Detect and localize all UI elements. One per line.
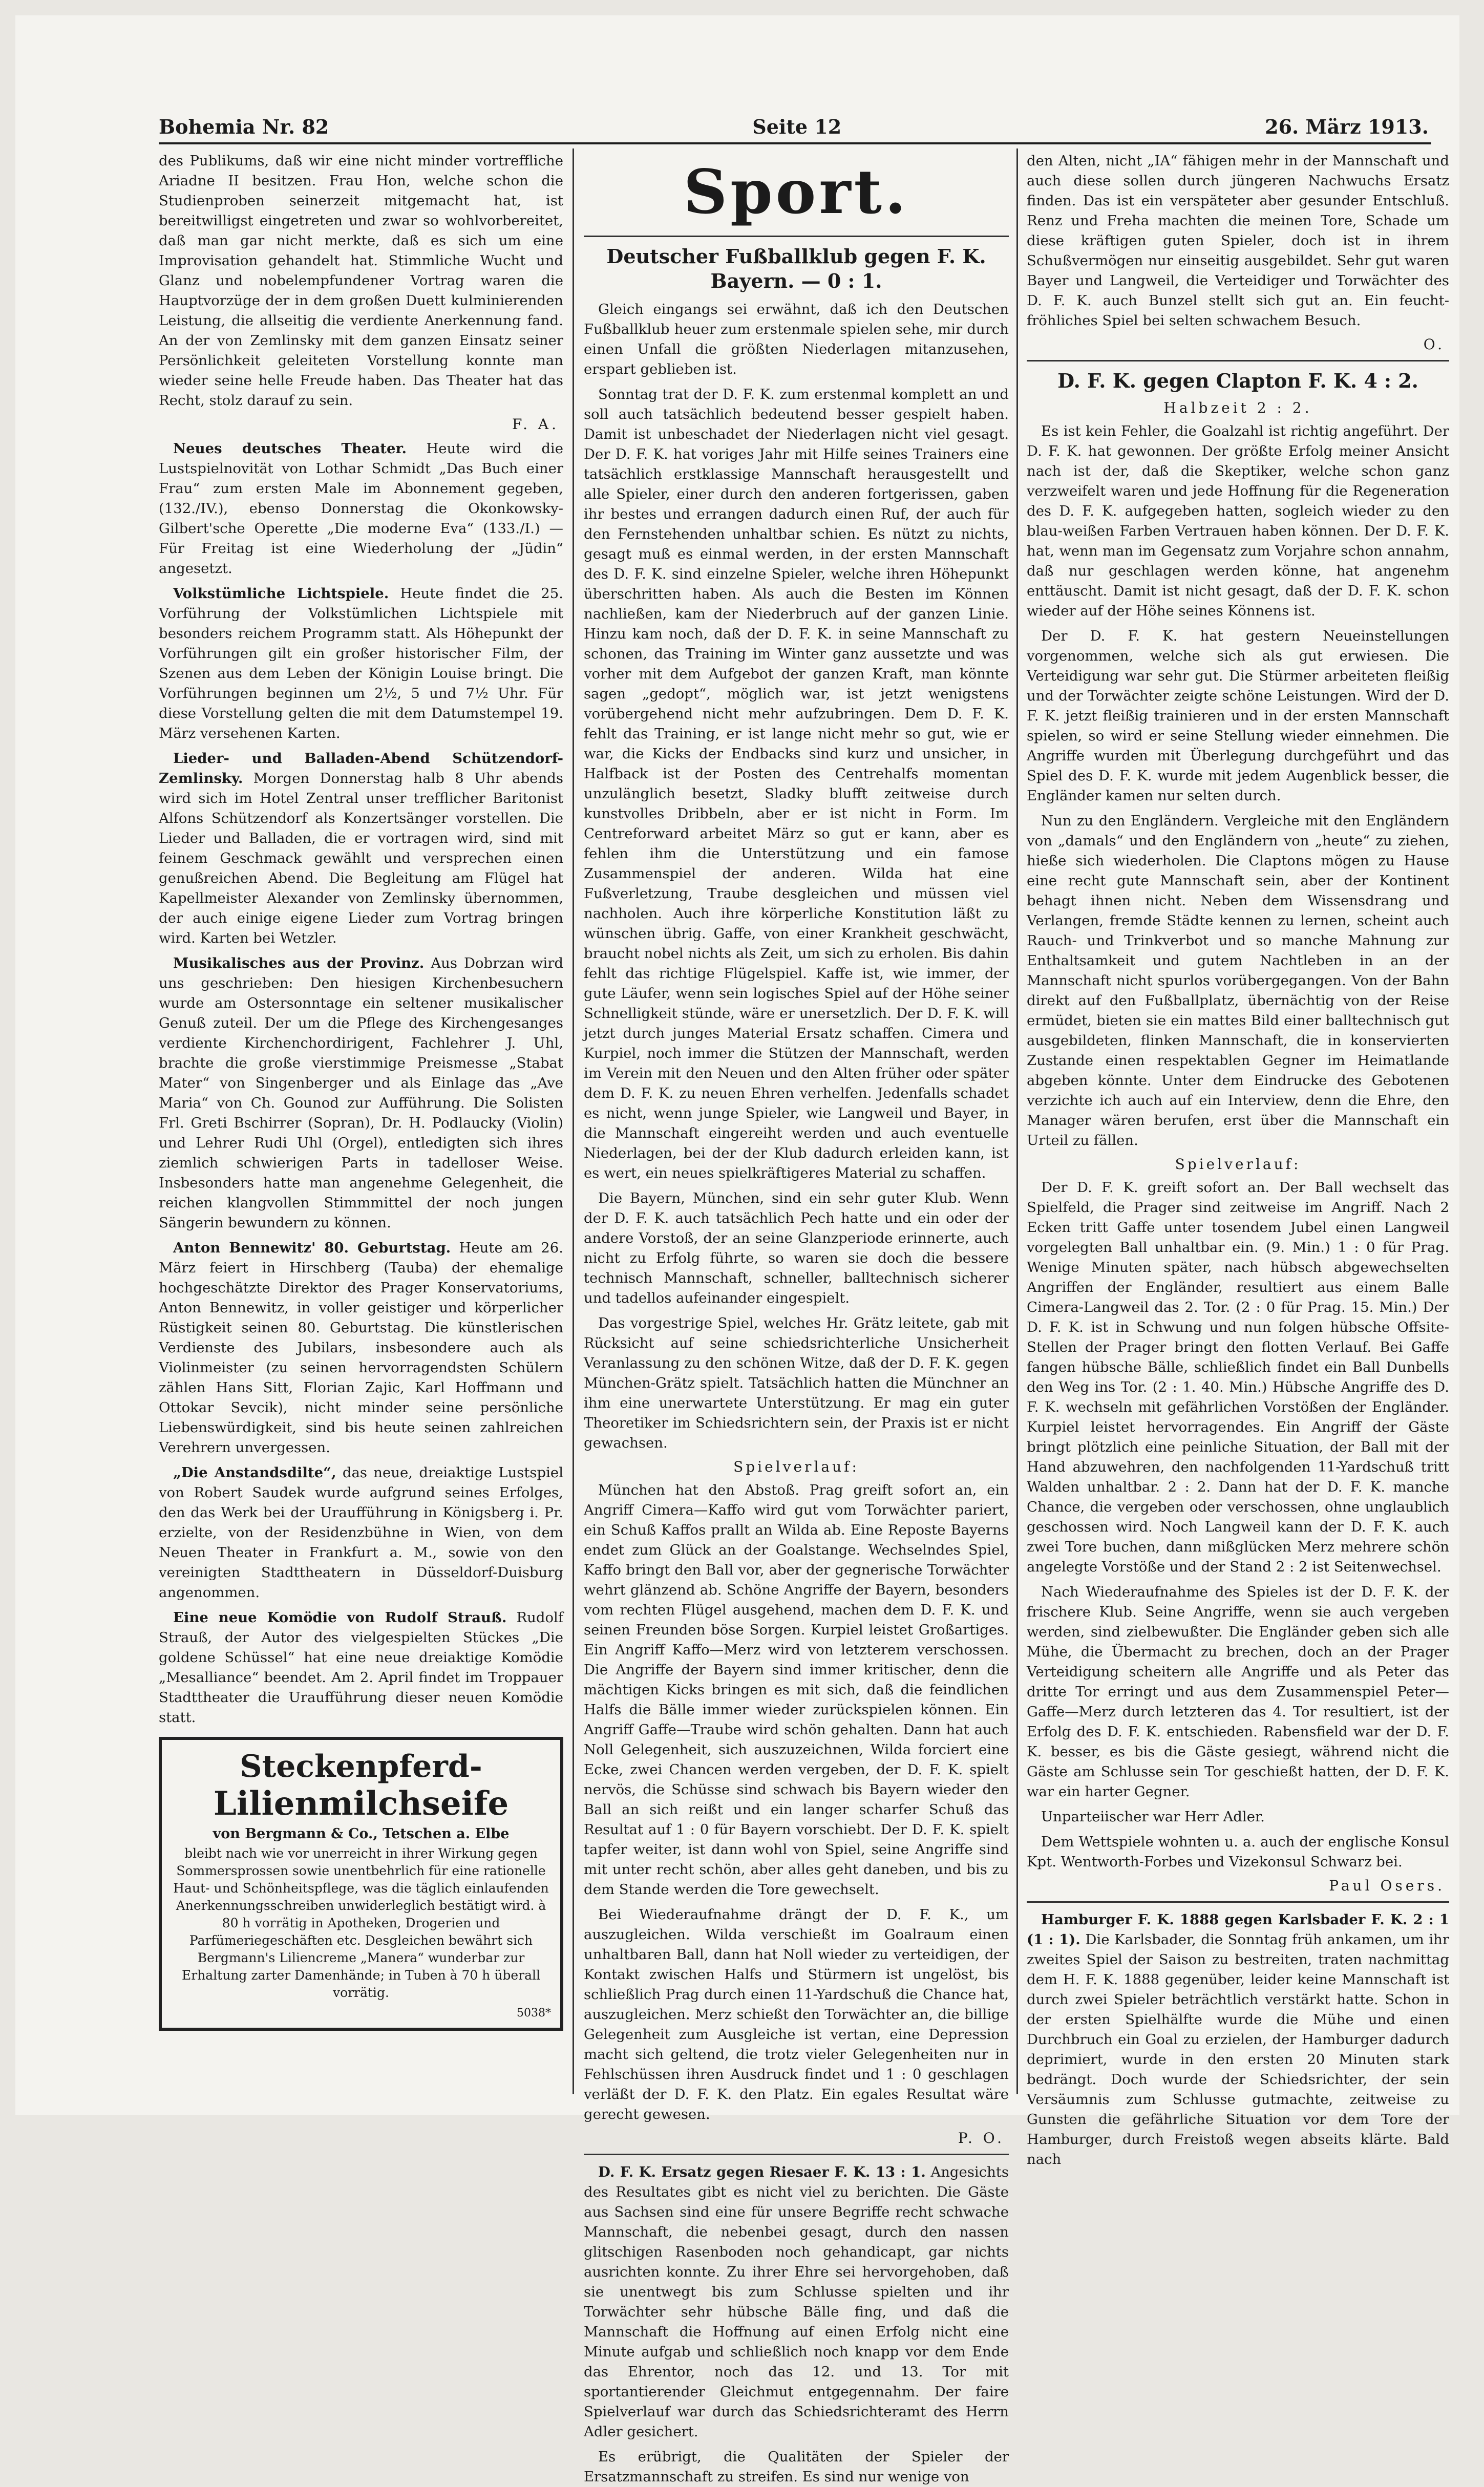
column-divider-1 [573, 148, 574, 2094]
ad-manufacturer: von Bergmann & Co., Tetschen a. Elbe [213, 1826, 510, 1842]
paragraph-lead: Neues deutsches Theater. [173, 440, 407, 457]
divider [584, 236, 1009, 237]
paragraph: Nach Wiederaufnahme des Spieles ist der D. F. K. der frischere Klub. Seine Angriffe, wenn sie auch vergeben werden, sind zielbewußter. Die Engländer geben sich alle Mühe, die Übermacht zu brechen, doch an der Prager Verteidigung scheitern alle Angriffe und als Peter das dritte Tor erringt und aus dem Zusammenspiel Peter—Gaffe—Merz durch letzteren das 4. Tor resultiert, ist der Erfolg des D. F. K. entschieden. Rabensfield war der D. F. K. besser, es bis die Gäste gesiegt, während nicht die Gäste am Schlusse sein Tor geschießt hatten, der D. F. K. war ein harter Gegner. [1027, 1584, 1449, 1800]
signature: F. A. [512, 416, 559, 433]
paragraph-text: Heute wird die Lustspielnovität von Lothar Schmidt „Das Buch einer Frau“ zum ersten Male im Abonnement gegeben, (132./IV.), ebenso Donnerstag die Okonkowsky-Gilbert'sche Operette „Die moderne Eva“ (133./I.) — Für Freitag ist eine Wiederholung der „Jüdin“ angesetzt. [159, 440, 563, 577]
paragraph: Es erübrigt, die Qualitäten der Spieler der Ersatzmannschaft zu streifen. Es sind nur wenige von [584, 2449, 1009, 2485]
divider [584, 2154, 1009, 2155]
paragraph: den Alten, nicht „IA“ fähigen mehr in der Mannschaft und auch diese sollen durch jüngeren Nachwuchs Ersatz finden. Das ist ein verspäteter aber gesunder Entschluß. Renz und Freha machten die meinen Tore, Schade um diese kräftigen guten Spieler, doch ist in ihrem Schußvermögen nur einseitig ausgebildet. Sehr gut waren Bayer und Langweil, die Verteidiger und Torwächter des D. F. K. auch Bunzel stellt sich gut an. Ein feucht-fröhliches Spiel bei selten schwachem Besuch. [1027, 153, 1449, 329]
subheading: Spielverlauf: [733, 1458, 859, 1475]
divider [1027, 360, 1449, 362]
paragraph: Die Bayern, München, sind ein sehr guter Klub. Wenn der D. F. K. auch tatsächlich Pech hatte und ein oder der andere Vorstoß, der an seine Glanzperiode erinnerte, auch nicht zu Erfolg führte, so waren sie doch die bessere technisch Mannschaft, schneller, balltechnisch sicherer und tadellos aufeinander eingespielt. [584, 1190, 1009, 1306]
paragraph: Nun zu den Engländern. Vergleiche mit den Engländern von „damals“ und den Engländern von „heute“ zu ziehen, hieße sich wiederholen. Die Claptons mögen zu Hause eine recht gute Mannschaft sein, aber der Kontinent behagt ihnen nicht. Neben dem Wissensdrang und Verlangen, fremde Städte kennen zu lernen, scheint auch Rauch- und Trinkverbot und so manche Mahnung zur Enthaltsamkeit und gutem Nachtleben in an der Mannschaft nicht spurlos vorübergegangen. Von der Bahn direkt auf den Fußballplatz, übernächtig von der Reise ermüdet, bieten sie ein mattes Bild einer balltechnisch gut ausgebildeten, flinken Mannschaft, die in konservierten Zustande einen respektablen Gegner im Heimatlande abgeben könnte. Unter dem Eindrucke des Gebotenen verzichte ich auch auf ein Interview, denn die Ehre, den Manager wären berufen, erst über die Mannschaft ein Urteil zu fällen. [1027, 813, 1449, 1149]
ad-body: bleibt nach wie vor unerreicht in ihrer Wirkung gegen Sommersprossen sowie unentbehrlich für eine rationelle Haut- und Schönheitspflege, was die täglich einlaufenden Anerkennungsschreiben unwiderleglich bestätigt wird. à 80 h vorrätig in Apotheken, Drogerien und Parfümeriegeschäften etc. Desgleichen bewährt sich Bergmann's Liliencreme „Manera“ wunderbar zur Erhaltung zarter Damenhände; in Tuben à 70 h überall vorrätig. [173, 1846, 549, 2000]
paragraph: Dem Wettspiele wohnten u. a. auch der englische Konsul Kpt. Wentworth-Forbes und Vizekonsul Schwarz bei. [1027, 1834, 1449, 1870]
paragraph-lead: D. F. K. Ersatz gegen Riesaer F. K. 13 : 1. [598, 2164, 926, 2180]
paragraph: Das vorgestrige Spiel, welches Hr. Grätz leitete, gab mit Rücksicht auf seine schiedsrichterliche Unsicherheit Veranlassung zu den schönen Witze, daß der D. F. K. gegen München-Grätz spielt. Tatsächlich hatten die Münchner an ihm eine unerwartete Unterstützung. Er mag ein guter Theoretiker im Schiedsrichtern sein, der Praxis ist er nicht gewachsen. [584, 1315, 1009, 1451]
paragraph-lead: Lieder- und Balladen-Abend Schützendorf-Zemlinsky. [159, 750, 563, 787]
section-title: Sport. [683, 156, 909, 227]
divider [1027, 1901, 1449, 1903]
paragraph-text: das neue, dreiaktige Lustspiel von Robert Saudek wurde aufgrund seines Erfolges, den das Werk bei der Uraufführung in Königsberg i. Pr. erzielte, von der Residenzbühne in Wien, von dem Neuen Theater in Frankfurt a. M., sowie von den vereinigten Stadttheatern in Düsseldorf-Duisburg angenommen. [159, 1464, 563, 1601]
article-headline: D. F. K. gegen Clapton F. K. 4 : 2. [1057, 369, 1418, 392]
signature: O. [1423, 336, 1445, 353]
paragraph-text: Die Karlsbader, die Sonntag früh ankamen, um ihr zweites Spiel der Saison zu bestreiten, traten nachmittag dem H. F. K. 1888 gegenüber, leider keine Mannschaft ist durch zwei Spieler beträchtlich verstärkt hatte. Schon in der ersten Spielhälfte wurde die Mühe und einen Durchbruch ein Goal zu erzielen, der Hamburger dadurch deprimiert, wurde in den ersten 20 Minuten stark bedrängt. Doch wurde der Schiedsrichter, der sein Versäumnis zum Schlusse gutmachte, zeitweise zu Gunsten die gefährliche Situation vor dem Tore der Hamburger, durch Freistoß wegen abseits klärte. Bald nach [1027, 1931, 1450, 2167]
signature: P. O. [958, 2130, 1005, 2146]
header-rule [159, 142, 1431, 144]
paragraph: Der D. F. K. hat gestern Neueinstellungen vorgenommen, welche sich als gut erwiesen. Die Verteidigung war sehr gut. Die Stürmer arbeiteten fleißig und der Torwächter zeigte schöne Leistungen. Wird der D. F. K. jetzt fleißig trainieren und in der ersten Mannschaft spielen, so wird er seine Stellung wieder einnehmen. Die Angriffe wurden mit Überlegung durchgeführt und das Spiel des D. F. K. wurde mit jedem Augenblick besser, die Engländer kamen nur selten durch. [1027, 628, 1449, 804]
halftime-score: Halbzeit 2 : 2. [1163, 399, 1312, 416]
ad-title-line-2: Lilienmilchseife [213, 1784, 509, 1823]
paragraph: Bei Wiederaufnahme drängt der D. F. K., um auszugleichen. Wilda verschießt im Goalraum einen unhaltbaren Ball, dann hat Noll wieder zu verteidigen, der Kontakt zwischen Halfs und Stürmern ist ungelöst, bis schließlich Prag durch einen 11-Yardschuß die Chance hat, auszugleichen. Merz schießt den Torwächter an, die billige Gelegenheit zum Ausgleiche ist vertan, eine Depression macht sich geltend, die trotz vieler Gelegenheiten nur in Fehlschüssen ihren Ausdruck findet und 1 : 0 geschlagen verläßt der D. F. K. den Platz. Ein egales Resultat wäre gerecht gewesen. [584, 1906, 1009, 2122]
paragraph-lead: Volkstümliche Lichtspiele. [173, 585, 389, 602]
paragraph: des Publikums, daß wir eine nicht minder vortreffliche Ariadne II besitzen. Frau Hon, welche schon die Studienproben seinerzeit mitgemacht hat, ist bereitwilligst eingetreten und zwar so wohlvorbereitet, daß man gar nicht merkte, daß es sich um eine Improvisation gehandelt hat. Stimmliche Wucht und Glanz und nobelempfundener Vortrag waren die Hauptvorzüge der in dem großen Duett kulminierenden Leistung, die allseitig die verdiente Anerkennung fand. An der von Zemlinsky mit dem ganzen Einsatz seiner Persönlichkeit geleiteten Vorstellung konnte man wieder seine helle Freude haben. Das Theater hat das Recht, stolz darauf zu sein. [159, 153, 563, 409]
paragraph-lead: Hamburger F. K. 1888 gegen Karlsbader F. K. 2 : 1 (1 : 1). [1027, 1911, 1449, 1948]
paragraph: Sonntag trat der D. F. K. zum erstenmal komplett an und soll auch tatsächlich bedeutend besser gespielt haben. Damit ist unbeschadet der Niederlagen nicht viel gesagt. Der D. F. K. hat voriges Jahr mit Hilfe seines Trainers eine tatsächlich erstklassige Mannschaft herausgestellt und alle Spieler, einer durch den anderen fortgerissen, gaben ihr bestes und errangen dadurch einen Ruf, der auch für den Fernstehenden unhaltbar schien. Es nützt zu nichts, gesagt muß es einmal werden, in der ersten Mannschaft des D. F. K. sind einzelne Spieler, welche ihren Höhepunkt überschritten haben. Als auch die Besten im Können nachließen, kam der Niederbruch auf der ganzen Linie. Hinzu kam noch, daß der D. F. K. in seine Mannschaft zu schonen, das Training im Winter ganz aussetzte und was vorher mit dem Aufgebot der ganzen Kraft, man könnte sagen „gedopt“, möglich war, ist jetzt wenigstens vorübergehend nicht mehr aufzubringen. Dem D. F. K. fehlt das Training, er ist lange nicht mehr so gut, wie er war, die Kicks der Endbacks sind kurz und unsicher, in Halfback ist der Posten des Centrehalfs momentan unzulänglich besetzt, Sladky blufft zeitweise durch kunstvolles Dribbeln, aber er ist nicht in Form. Im Centreforward arbeitet März so gut er kann, aber es fehlen ihm die Unterstützung und ein famose Zusammenspiel der anderen. Wilda hat eine Fußverletzung, Traube desgleichen und müssen viel nachholen. Auch ihre körperliche Konstitution läßt zu wünschen übrig. Gaffe, von einer Krankheit geschwächt, braucht nobel nichts als Zeit, um sich zu erholen. Bis dahin fehlt das richtige Flügelspiel. Kaffe ist, wie immer, der gute Läufer, wenn sein logisches Spiel auf der Höhe seiner Schnelligkeit stünde, wäre er unersetzlich. Der D. F. K. will jetzt durch junges Material Ersatz schaffen. Cimera und Kurpiel, noch immer die Stützen der Mannschaft, werden im Verein mit den Neuen und den Alten früher oder später dem D. F. K. zu neuen Ehren verhelfen. Jedenfalls schadet es nicht, wenn junge Spieler, wie Langweil und Bayer, in die Mannschaft eingereiht werden und auch eventuelle Niederlagen, bei der der Klub dadurch erleiden kann, ist es wert, ein neues spielkräftigeres Material zu schaffen. [584, 386, 1009, 1181]
paragraph: Gleich eingangs sei erwähnt, daß ich den Deutschen Fußballklub heuer zum erstenmale spielen sehe, mir durch einen Unfall die größten Niederlagen mitanzusehen, erspart geblieben ist. [584, 301, 1009, 377]
paragraph [159, 1463, 563, 1603]
soap-advertisement [159, 1737, 563, 2031]
paragraph [159, 1608, 563, 1728]
newspaper-page [15, 15, 1459, 2485]
paragraph [159, 749, 563, 948]
column-right [1027, 151, 1450, 2167]
page-header [159, 97, 1429, 138]
paragraph-text: Heute am 26. März feiert in Hirschberg (Tauba) der ehemalige hochgeschätzte Direktor des Prager Konservatoriums, Anton Bennewitz, in voller geistiger und körperlicher Rüstigkeit seinen 80. Geburtstag. Die künstlerischen Verdienste des Jubilars, insbesondere auch als Violinmeister (zu seinen hervorragendsten Schülern zählen Hans Sitt, Florian Zajic, Karl Hoffmann und Ottokar Sevcik), nicht minder seine persönliche Liebenswürdigkeit, sind bis heute seinen zahlreichen Verehrern unvergessen. [159, 1240, 563, 1456]
signature: Paul Osers. [1329, 1877, 1445, 1894]
paragraph: Es ist kein Fehler, die Goalzahl ist richtig angeführt. Der D. F. K. hat gewonnen. Der größte Erfolg meiner Ansicht nach ist der, daß die Skeptiker, welche schon ganz verzweifelt waren und jede Hoffnung für die Regeneration des D. F. K. aufgegeben hatten, sogleich wieder zu den blau-weißen Farben Vertrauen haben können. Der D. F. K. hat, wenn man im Gegensatz zum Vorjahre schon annahm, daß nur geschlagen werden könne, hat angenehm enttäuscht. Damit ist nicht gesagt, daß der D. F. K. schon wieder auf der Höhe seines Könnens ist. [1027, 423, 1449, 619]
column-left [159, 151, 563, 2094]
header-page-number: Seite 12 [752, 115, 842, 138]
paragraph-text: Morgen Donnerstag halb 8 Uhr abends wird sich im Hotel Zentral unser trefflicher Baritonist Alfons Schützendorf als Konzertsänger vorstellen. Die Lieder und Balladen, die er vortragen wird, sind mit feinem Geschmack gewählt und versprechen einen genußreichen Abend. Die Begleitung am Flügel hat Kapellmeister Alexander von Zemlinsky übernommen, der auch einige eigene Lieder zum Vortrag bringen wird. Karten bei Wetzler. [159, 770, 563, 946]
paragraph: Unparteiischer war Herr Adler. [1041, 1809, 1265, 1825]
paragraph [159, 953, 563, 1233]
column-divider-2 [1016, 148, 1018, 2094]
paragraph-lead: „Die Anstandsdilte“, [173, 1464, 336, 1481]
article-headline: Deutscher Fußballklub gegen F. K. Bayern. — 0 : 1. [606, 245, 986, 292]
paragraph: Der D. F. K. greift sofort an. Der Ball wechselt das Spielfeld, die Prager sind zeitweise im Angriff. Nach 2 Ecken tritt Gaffe unter tosendem Jubel einen Langweil vorgelegten Ball unhaltbar ein. (9. Min.) 1 : 0 für Prag. Wenige Minuten später, nach hübsch abgewechselten Angriffen der Engländer, resultiert aus einem Balle Cimera-Langweil das 2. Tor. (2 : 0 für Prag. 15. Min.) Der D. F. K. ist in Schwung und nun folgen hübsche Offsite-Stellen der Prager bringt den flotten Verlauf. Bei Gaffe fangen hübsche Bälle, schließlich findet ein Ball Dunbells den Weg ins Tor. (2 : 1. 40. Min.) Hübsche Angriffe des D. F. K. wechseln mit gefährlichen Vorstößen der Engländer. Kurpiel leistet hervorragendes. Ein Angriff der Gäste bringt plötzlich eine peinliche Situation, der Ball mit der Hand abzuwehren, den nachfolgenden 11-Yardschuß tritt Walden unhaltbar. 2 : 2. Dann hat der D. F. K. manche Chance, die vergeben oder verschossen, ohne unglaublich geschossen wird. Noch Langweil kann der D. F. K. auch zwei Tore buchen, dann mißglücken Merz mehrere schön angelegte Vorstöße und der Stand 2 : 2 ist Seitenwechsel. [1027, 1179, 1449, 1575]
ad-code: 5038* [517, 2007, 551, 2020]
paragraph-text: Heute findet die 25. Vorführung der Volkstümlichen Lichtspiele mit besonders reichem Programm statt. Als Höhepunkt der Vorführungen gilt ein großer historischer Film, der Szenen aus dem Leben der Königin Louise bringt. Die Vorführungen beginnen um 2½, 5 und 7½ Uhr. Für diese Vorstellung gelten die mit dem Datumstempel 19. März versehenen Karten. [159, 585, 563, 741]
column-middle [584, 151, 1009, 2485]
paragraph [159, 584, 563, 743]
paragraph [159, 439, 563, 579]
header-issue: Bohemia Nr. 82 [159, 115, 329, 138]
paragraph-lead: Anton Bennewitz' 80. Geburtstag. [173, 1240, 451, 1256]
paragraph-text: Rudolf Strauß, der Autor des vielgespielten Stückes „Die goldene Schüssel“ hat eine neue dreiaktige Komödie „Mesalliance“ beendet. Am 2. April findet im Troppauer Stadttheater die Uraufführung dieser neuen Komödie statt. [159, 1609, 564, 1726]
paragraph-lead: Musikalisches aus der Provinz. [173, 955, 425, 971]
paragraph [584, 2162, 1009, 2442]
paragraph [1027, 1910, 1449, 2170]
paragraph-text: Aus Dobrzan wird uns geschrieben: Den hiesigen Kirchenbesuchern wurde am Ostersonntage ein seltener musikalischer Genuß zuteil. Der um die Pflege des Kirchengesanges verdiente Kirchenchordirigent, Fachlehrer J. Uhl, brachte die große vierstimmige Preismesse „Stabat Mater“ von Singenberger und als Einlage das „Ave Maria“ von Ch. Gounod zur Aufführung. Die Solisten Frl. Greti Bschirrer (Sopran), Dr. H. Podlaucky (Violin) und Lehrer Rudi Uhl (Orgel), entledigten sich ihres ziemlich schwierigen Parts in tadelloser Weise. Insbesonders hatte man angenehme Gelegenheit, die reichen klangvollen Stimmmittel der noch jungen Sängerin bewundern zu können. [159, 955, 563, 1231]
header-date: 26. März 1913. [1265, 115, 1429, 138]
paragraph-text: Angesichts des Resultates gibt es nicht viel zu berichten. Die Gäste aus Sachsen sind eine für unsere Begriffe recht schwache Mannschaft, die nebenbei gesagt, durch den nassen glitschigen Rasenboden noch gehandicapt, gar nichts ausrichten konnte. Zu ihrer Ehre sei hervorgehoben, daß sie unentwegt bis zum Schlusse spielten und ihr Torwächter sehr hübsche Bälle fing, und daß die Mannschaft die Hoffnung auf einen Erfolg nicht eine Minute aufgab und schließlich noch knapp vor dem Ende das Ehrentor, noch das 12. und 13. Tor mit sportantierender Gleichmut entgegennahm. Der faire Spielverlauf war durch das Schiedsrichteramt des Herrn Adler gesichert. [584, 2164, 1009, 2440]
ad-title-line-1: Steckenpferd- [240, 1749, 482, 1784]
paragraph [159, 1238, 563, 1458]
paragraph-lead: Eine neue Komödie von Rudolf Strauß. [173, 1609, 507, 1626]
paragraph: München hat den Abstoß. Prag greift sofort an, ein Angriff Cimera—Kaffo wird gut vom Torwächter pariert, ein Schuß Kaffos prallt an Wilda ab. Eine Reposte Bayerns endet zum Glück an der Goalstange. Wechselndes Spiel, Kaffo bringt den Ball vor, aber der gegnerische Torwächter wehrt glänzend ab. Schöne Angriffe der Bayern, besonders vom rechten Flügel ausgehend, machen dem D. F. K. und seinen Freunden böse Sorgen. Kurpiel leistet Großartiges. Ein Angriff Kaffo—Merz wird von letzterem verschossen. Die Angriffe der Bayern sind immer kritischer, denn die mächtigen Kicks bringen es mit sich, daß die feindlichen Halfs die Bälle immer wieder zurückspielen können. Ein Angriff Gaffe—Traube wird schön gehalten. Dann hat auch Noll Gelegenheit, sich auszuzeichnen, Wilda forciert eine Ecke, zwei Chancen werden vergeben, der D. F. K. spielt nervös, die Schüsse sind schwach bis Bayern wieder den Ball an sich reißt und ein langer scharfer Schuß das Resultat auf 1 : 0 für Bayern vorschiebt. Der D. F. K. spielt tapfer weiter, ist dann wohl von Spiel, seine Angriffe sind mit unter recht schön, aber alles geht daneben, und bis zu dem Stande werden die Tore gewechselt. [584, 1482, 1009, 1898]
subheading: Spielverlauf: [1175, 1156, 1301, 1173]
